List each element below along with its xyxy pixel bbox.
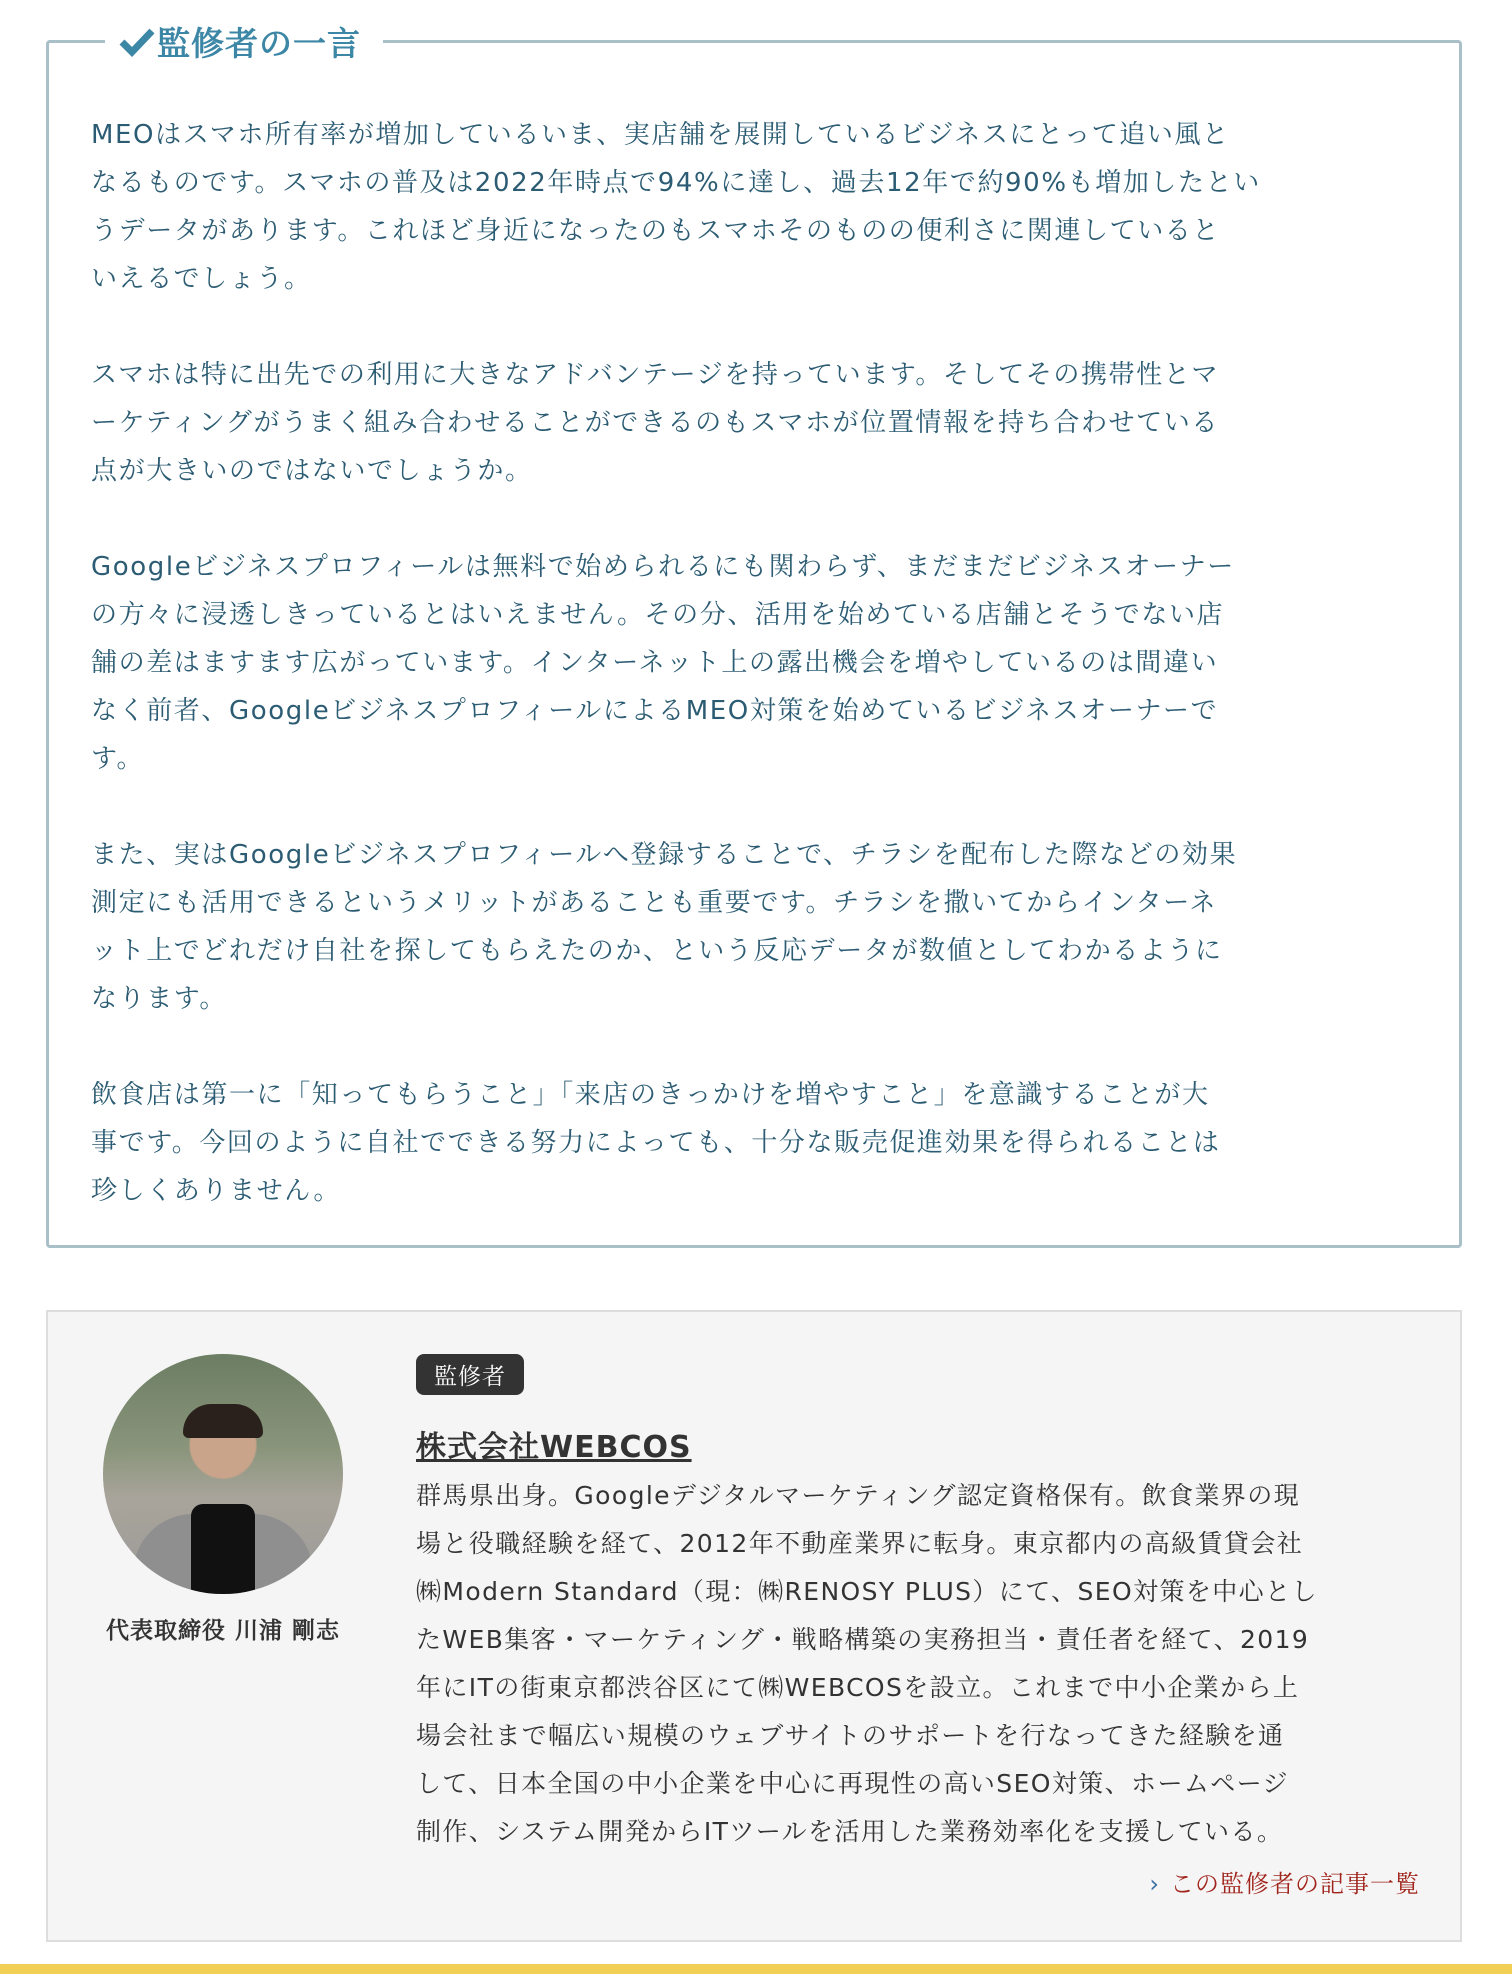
text-line: 舗の差はますます広がっています。インターネット上の露出機会を増やしているのは間違い <box>91 648 1219 678</box>
supervisor-profile <box>46 1310 1462 1942</box>
comment-title-text: 監修者の一言 <box>157 23 361 63</box>
comment-paragraph <box>91 111 1429 303</box>
text-line: 点が大きいのではないでしょうか。 <box>91 456 533 486</box>
text-line: の方々に浸透しきっているとはいえません。その分、活用を始めている店舗とそうでない店 <box>91 600 1225 630</box>
supervisor-badge: 監修者 <box>416 1354 524 1395</box>
comment-paragraph <box>91 1071 1429 1215</box>
bio-line: 群馬県出身。Googleデジタルマーケティング認定資格保有。飲食業界の現 <box>416 1481 1301 1510</box>
comment-paragraph <box>91 351 1429 495</box>
text-line: また、実はGoogleビジネスプロフィールへ登録することで、チラシを配布した際などの効果 <box>91 840 1238 870</box>
bio-line: たWEB集客・マーケティング・戦略構築の実務担当・責任者を経て、2019 <box>416 1625 1310 1654</box>
avatar <box>103 1354 343 1594</box>
bio-line: 年にITの街東京都渋谷区にて㈱WEBCOSを設立。これまで中小企業から上 <box>416 1673 1300 1702</box>
text-line: 飲食店は第一に「知ってもらうこと」「来店のきっかけを増やすこと」を意識することが大 <box>91 1080 1210 1110</box>
chevron-right-icon: › <box>1149 1870 1160 1898</box>
text-line: MEOはスマホ所有率が増加しているいま、実店舗を展開しているビジネスにとって追い風と <box>91 120 1230 150</box>
text-line: うデータがあります。これほど身近になったのもスマホそのものの便利さに関連していると <box>91 216 1221 246</box>
text-line: Googleビジネスプロフィールは無料で始められるにも関わらず、まだまだビジネスオーナー <box>91 552 1235 582</box>
bio-line: 場会社まで幅広い規模のウェブサイトのサポートを行なってきた経験を通 <box>416 1721 1285 1750</box>
bio-line: して、日本全国の中小企業を中心に再現性の高いSEO対策、ホームページ <box>416 1769 1289 1798</box>
text-line: なります。 <box>91 984 227 1014</box>
text-line: ーケティングがうまく組み合わせることができるのもスマホが位置情報を持ち合わせている <box>91 408 1219 438</box>
comment-title <box>105 13 383 69</box>
bio-line: 制作、システム開発からITツールを活用した業務効率化を支援している。 <box>416 1817 1284 1846</box>
comment-body <box>91 111 1429 1263</box>
bio-line: ㈱Modern Standard（現：㈱RENOSY PLUS）にて、SEO対策を中心とし <box>416 1577 1318 1606</box>
text-line: ット上でどれだけ自社を探してもらえたのか、という反応データが数値としてわかるように <box>91 936 1223 966</box>
supervisor-articles-link[interactable] <box>1149 1864 1420 1899</box>
supervisor-bio <box>416 1472 1318 1856</box>
text-line: す。 <box>91 744 145 774</box>
footer-accent-bar <box>0 1964 1512 1974</box>
bio-line: 場と役職経験を経て、2012年不動産業界に転身。東京都内の高級賃貸会社 <box>416 1529 1304 1558</box>
supervisor-role: 代表取締役 川浦 剛志 <box>105 1618 340 1644</box>
text-line: 珍しくありません。 <box>91 1176 341 1206</box>
text-line: いえるでしょう。 <box>91 264 312 294</box>
comment-paragraph <box>91 831 1429 1023</box>
company-link[interactable]: 株式会社WEBCOS <box>416 1430 692 1465</box>
check-icon <box>119 27 155 57</box>
more-link-label: この監修者の記事一覧 <box>1170 1870 1420 1898</box>
text-line: スマホは特に出先での利用に大きなアドバンテージを持っています。そしてその携帯性とマ <box>91 360 1219 390</box>
supervisor-comment-box <box>46 23 1462 1248</box>
text-line: なく前者、GoogleビジネスプロフィールによるMEO対策を始めているビジネスオーナーで <box>91 696 1219 726</box>
comment-paragraph <box>91 543 1429 783</box>
text-line: なるものです。スマホの普及は2022年時点で94%に達し、過去12年で約90%も増加したとい <box>91 168 1261 198</box>
text-line: 測定にも活用できるというメリットがあることも重要です。チラシを撒いてからインターネ <box>91 888 1218 918</box>
text-line: 事です。今回のように自社でできる努力によっても、十分な販売促進効果を得られることは <box>91 1128 1221 1158</box>
